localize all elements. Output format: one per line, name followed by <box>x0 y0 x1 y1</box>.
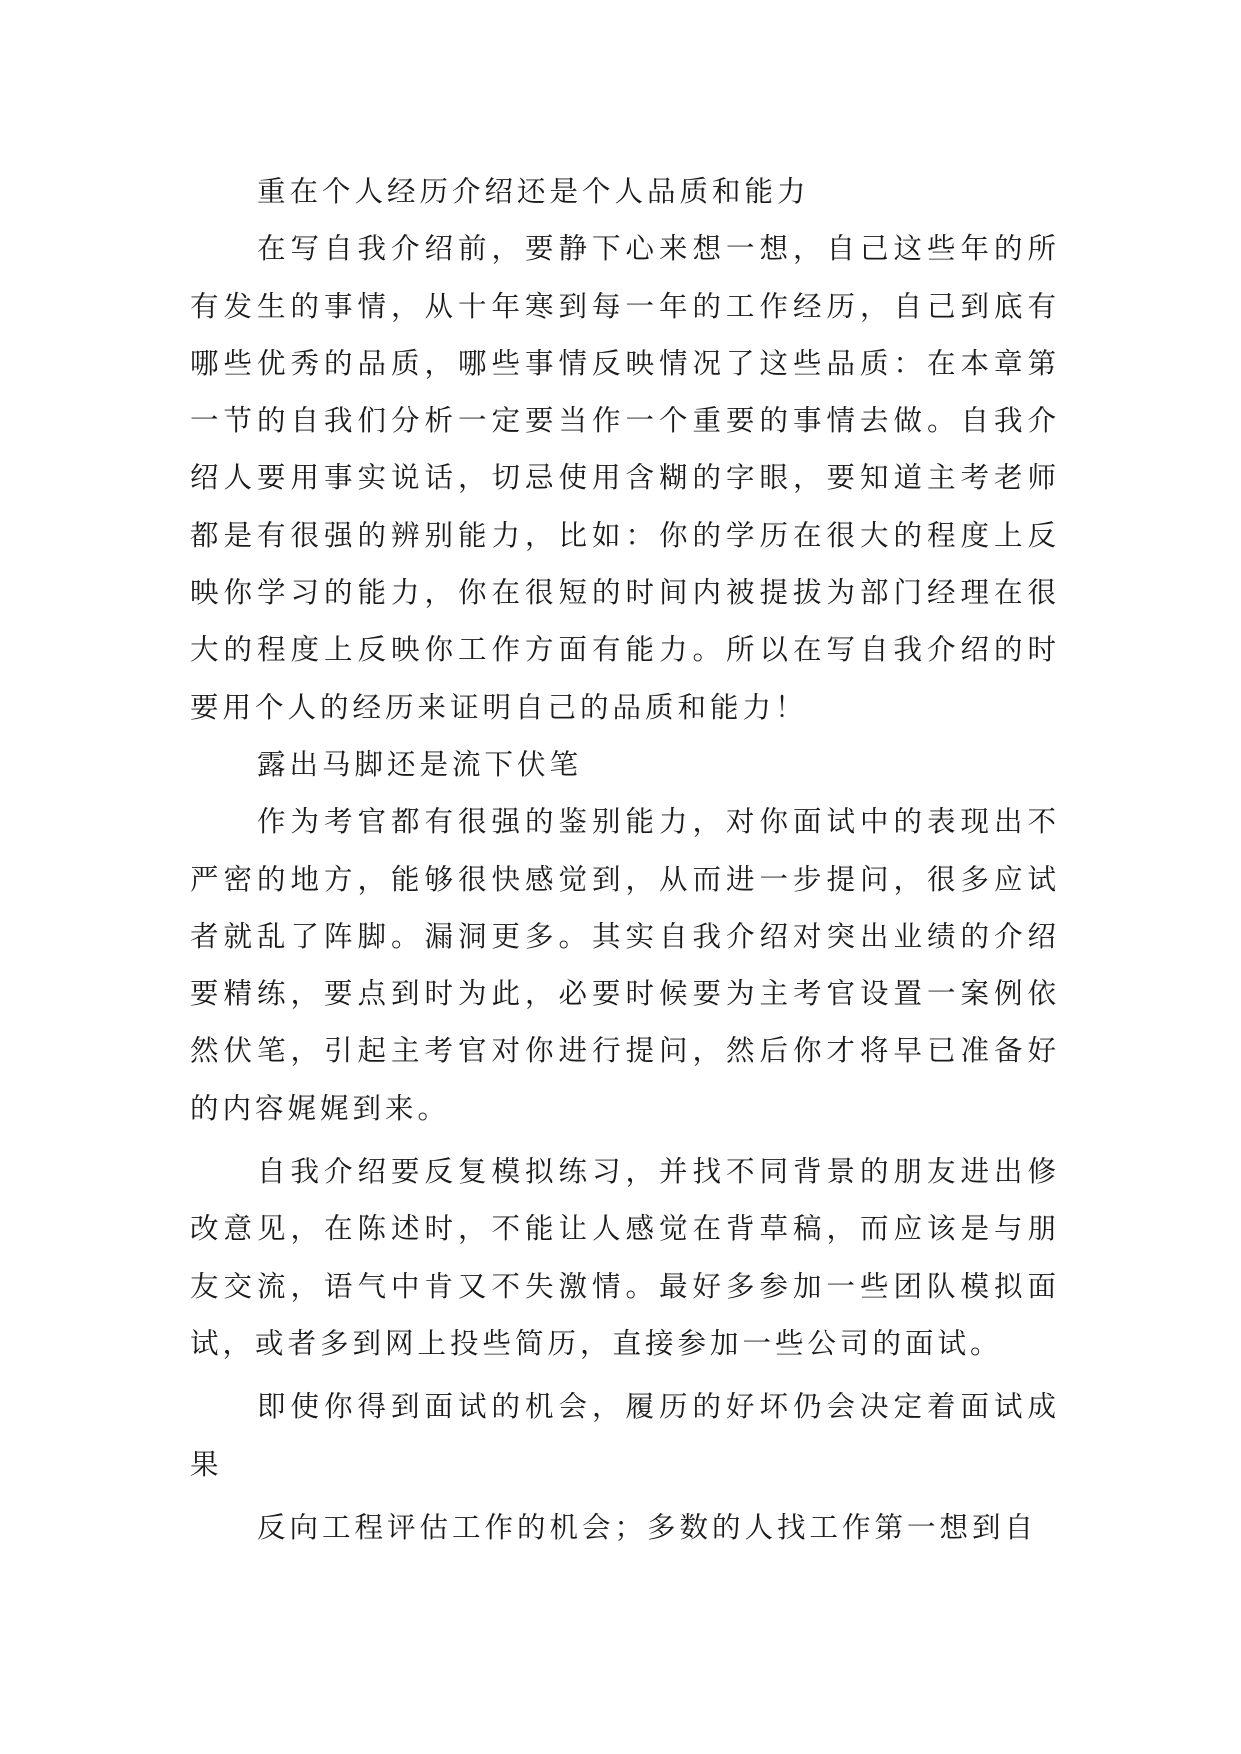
paragraph-self-reflection: 在写自我介绍前，要静下心来想一想，自己这些年的所有发生的事情，从十年寒到每一年的工作经历，自己到底有哪些优秀的品质，哪些事情反映情况了这些品质：在本章第一节的自我们分析一定要当作一个重要的事情去做。自我介绍人要用事实说话，切忌使用含糊的字眼，要知道主考老师都是有很强的辨别能力，比如：你的学历在很大的程度上反映你学习的能力，你在很短的时间内被提拔为部门经理在很大的程度上反映你工作方面有能力。所以在写自我介绍的时要用个人的经历来证明自己的品质和能力！ <box>190 232 1060 724</box>
paragraph-resume-quality: 即使你得到面试的机会，履历的好坏仍会决定着面试成果 <box>190 1390 1060 1481</box>
document-body <box>190 163 1060 1556</box>
paragraph-examiner-ability: 作为考官都有很强的鉴别能力，对你面试中的表现出不严密的地方，能够很快感觉到，从而进一步提问，很多应试者就乱了阵脚。漏洞更多。其实自我介绍对突出业绩的介绍要精练，要点到时为此，必要时候要为主考官设置一案例依然伏笔，引起主考官对你进行提问，然后你才将早已准备好的内容娓娓到来。 <box>190 805 1060 1125</box>
paragraph-heading-experience-vs-quality: 重在个人经历介绍还是个人品质和能力 <box>257 175 810 208</box>
paragraph-practice: 自我介绍要反复模拟练习，并找不同背景的朋友进出修改意见，在陈述时，不能让人感觉在背草稿，而应该是与朋友交流，语气中肯又不失激情。最好多参加一些团队模拟面试，或者多到网上投些简历，直接参加一些公司的面试。 <box>190 1155 1060 1360</box>
paragraph-reverse-engineering: 反向工程评估工作的机会；多数的人找工作第一想到自 <box>257 1510 1038 1544</box>
paragraph-heading-reveal-or-foreshadow: 露出马脚还是流下伏笔 <box>257 747 583 781</box>
